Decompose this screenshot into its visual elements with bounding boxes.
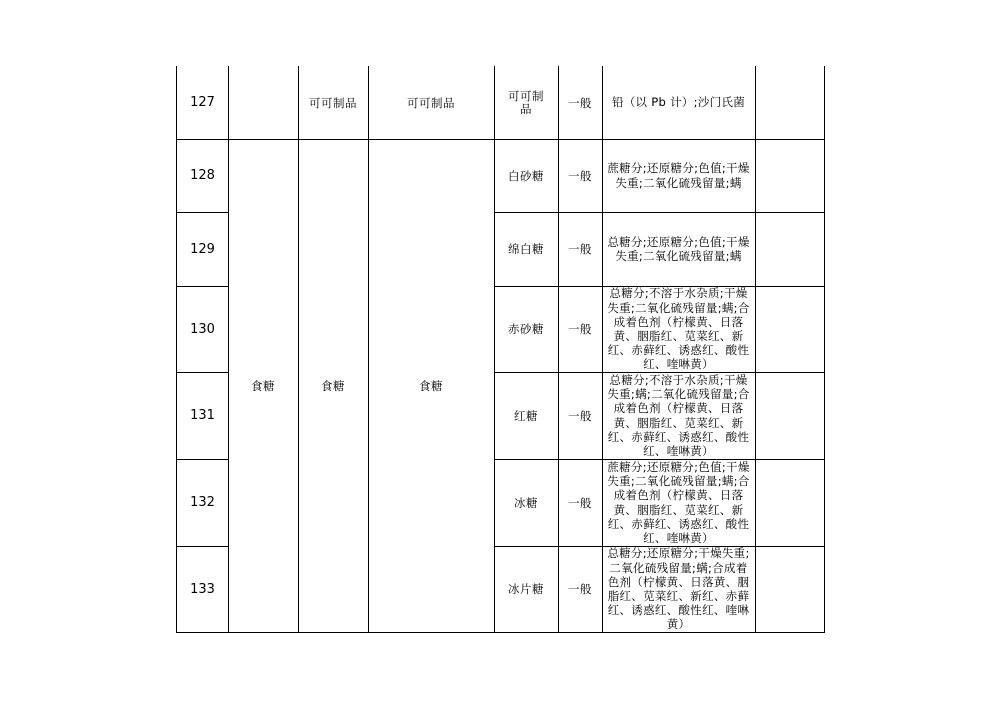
test-items-cell: 总糖分;不溶于水杂质;干燥失重;螨;二氧化硫残留量;合成着色剂（柠檬黄、日落黄、胭脂红、苋菜红、新红、赤藓红、诱惑红、酸性红、喹啉黄） (607, 372, 750, 458)
test-items-cell: 总糖分;还原糖分;色值;干燥失重;二氧化硫残留量;螨 (607, 234, 750, 263)
risk-level-cell: 一般 (568, 168, 592, 183)
test-items-cell: 总糖分;不溶于水杂质;干燥失重;二氧化硫残留量;螨;合成着色剂（柠檬黄、日落黄、胭脂红、苋菜红、新红、赤藓红、诱惑红、酸性红、喹啉黄） (607, 286, 750, 372)
test-items-cell: 蔗糖分;还原糖分;色值;干燥失重;二氧化硫残留量;螨;合成着色剂（柠檬黄、日落黄、胭脂红、苋菜红、新红、赤藓红、诱惑红、酸性红、喹啉黄） (607, 459, 750, 545)
food-name-cell: 冰糖 (514, 495, 538, 510)
food-name-cell: 赤砂糖 (508, 322, 544, 336)
test-items-cell: 总糖分;还原糖分;干燥失重;二氧化硫残留量;螨;合成着色剂（柠檬黄、日落黄、胭脂红、苋菜红、新红、赤藓红、诱惑红、酸性红、喹啉黄） (607, 546, 750, 632)
test-items-cell: 蔗糖分;还原糖分;色值;干燥失重;二氧化硫残留量;螨 (607, 161, 750, 190)
risk-level-cell: 一般 (568, 495, 592, 510)
row-number: 131 (190, 408, 215, 423)
grid-line (176, 632, 825, 633)
row-number: 130 (190, 321, 215, 337)
food-subcategory-cell: 食糖 (321, 378, 345, 393)
grid-line (824, 66, 825, 633)
row-number: 129 (190, 241, 215, 257)
food-subcategory-cell: 可可制品 (309, 95, 357, 110)
risk-level-cell: 一般 (568, 242, 592, 256)
grid-line (755, 66, 756, 633)
food-name-cell: 冰片糖 (508, 582, 544, 596)
food-detail-cell: 食糖 (419, 378, 443, 393)
risk-level-cell: 一般 (568, 95, 592, 110)
risk-level-cell: 一般 (568, 408, 592, 423)
food-name-cell: 白砂糖 (508, 168, 544, 183)
row-number: 132 (190, 495, 215, 510)
food-name-cell: 可可制 品 (508, 88, 544, 116)
food-name-cell: 绵白糖 (508, 242, 544, 256)
risk-level-cell: 一般 (568, 322, 592, 336)
row-number: 128 (190, 168, 215, 183)
test-items-cell: 铅（以 Pb 计）;沙门氏菌 (611, 95, 746, 110)
food-name-cell: 红糖 (514, 408, 538, 423)
risk-level-cell: 一般 (568, 582, 592, 596)
row-number: 127 (190, 95, 215, 110)
food-detail-cell: 可可制品 (407, 95, 455, 110)
food-category-cell: 食糖 (251, 378, 275, 393)
row-number: 133 (190, 581, 215, 597)
